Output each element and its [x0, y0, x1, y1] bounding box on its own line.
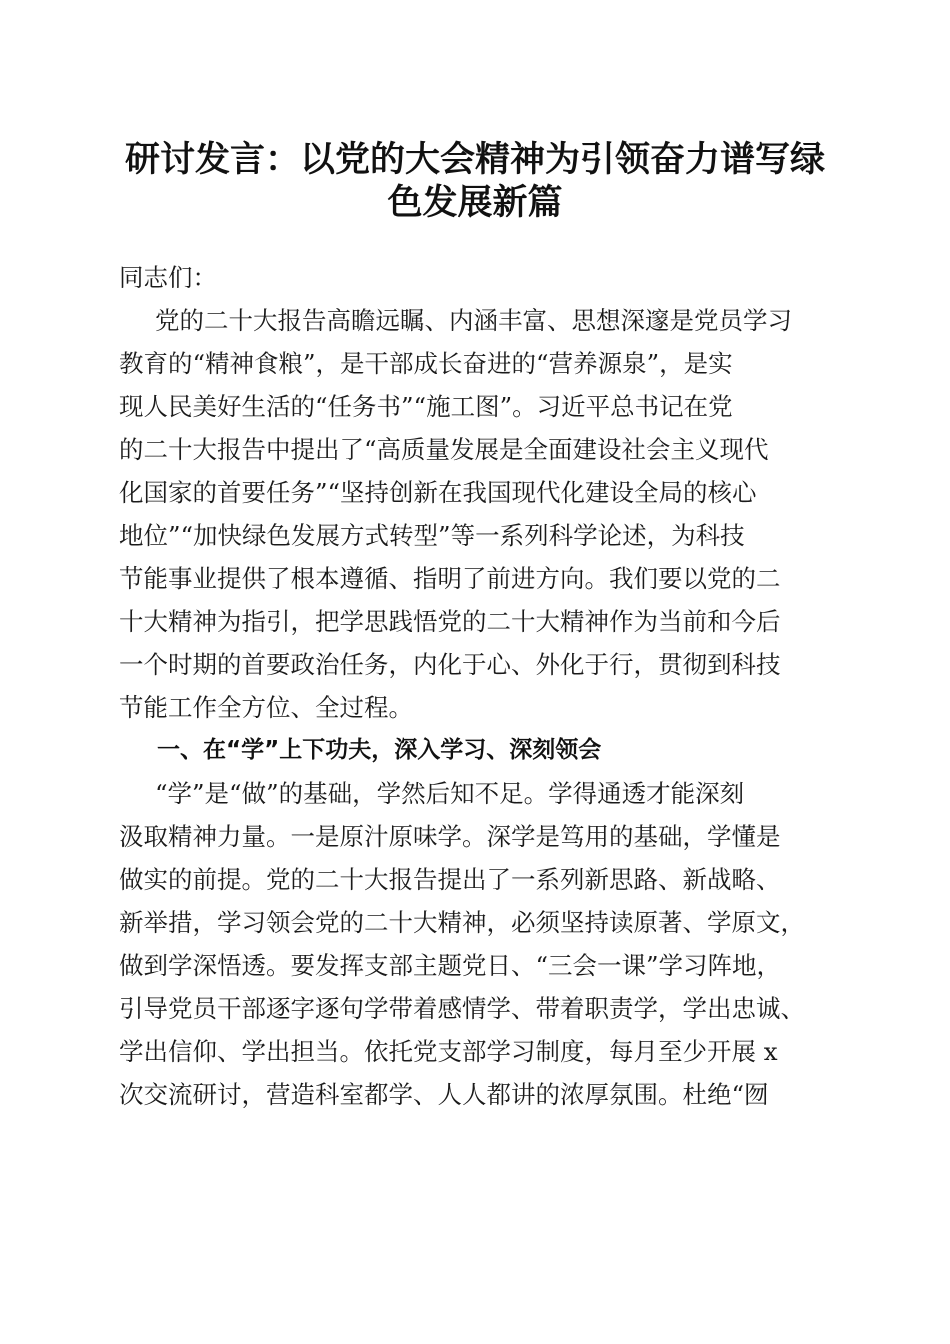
document-body	[119, 256, 829, 1116]
paragraph-line: 新举措，学习领会党的二十大精神，必须坚持读原著、学原文，	[119, 908, 805, 937]
paragraph-line: 地位”“加快绿色发展方式转型”等一系列科学论述，为科技	[119, 521, 745, 550]
paragraph-line: “学”是“做”的基础，学然后知不足。学得通透才能深刻	[155, 779, 745, 808]
title-line-2: 色发展新篇	[387, 182, 563, 223]
paragraph-1	[119, 299, 829, 729]
paragraph-line: 汲取精神力量。一是原汁原味学。深学是笃用的基础，学懂是	[119, 822, 781, 851]
paragraph-line: 做实的前提。党的二十大报告提出了一系列新思路、新战略、	[119, 865, 781, 894]
salutation: 同志们：	[119, 263, 217, 292]
paragraph-line: 次交流研讨，营造科室都学、人人都讲的浓厚氛围。杜绝“囫	[119, 1080, 769, 1109]
paragraph-line: 党的二十大报告高瞻远瞩、内涵丰富、思想深邃是党员学习	[155, 306, 792, 335]
title-line-1: 研讨发言：以党的大会精神为引领奋力谱写绿	[124, 139, 825, 180]
section-heading: 一、在“学”上下功夫，深入学习、深刻领会	[157, 737, 602, 763]
paragraph-line: 学出信仰、学出担当。依托党支部学习制度，每月至少开展 x	[119, 1037, 778, 1066]
paragraph-line: 化国家的首要任务”“坚持创新在我国现代化建设全局的核心	[119, 478, 757, 507]
paragraph-line: 的二十大报告中提出了“高质量发展是全面建设社会主义现代	[119, 435, 769, 464]
paragraph-line: 节能事业提供了根本遵循、指明了前进方向。我们要以党的二	[119, 564, 781, 593]
paragraph-line: 十大精神为指引，把学思践悟党的二十大精神作为当前和今后	[119, 607, 781, 636]
paragraph-line: 引导党员干部逐字逐句学带着感情学、带着职责学，学出忠诚、	[119, 994, 805, 1023]
paragraph-line: 教育的“精神食粮”，是干部成长奋进的“营养源泉”，是实	[119, 349, 733, 378]
paragraph-line: 节能工作全方位、全过程。	[119, 693, 413, 722]
paragraph-line: 一个时期的首要政治任务，内化于心、外化于行，贯彻到科技	[119, 650, 781, 679]
document-title	[110, 138, 840, 224]
paragraph-line: 现人民美好生活的“任务书”“施工图”。习近平总书记在党	[119, 392, 733, 421]
paragraph-line: 做到学深悟透。要发挥支部主题党日、“三会一课”学习阵地，	[119, 951, 782, 980]
paragraph-2	[119, 772, 829, 1116]
